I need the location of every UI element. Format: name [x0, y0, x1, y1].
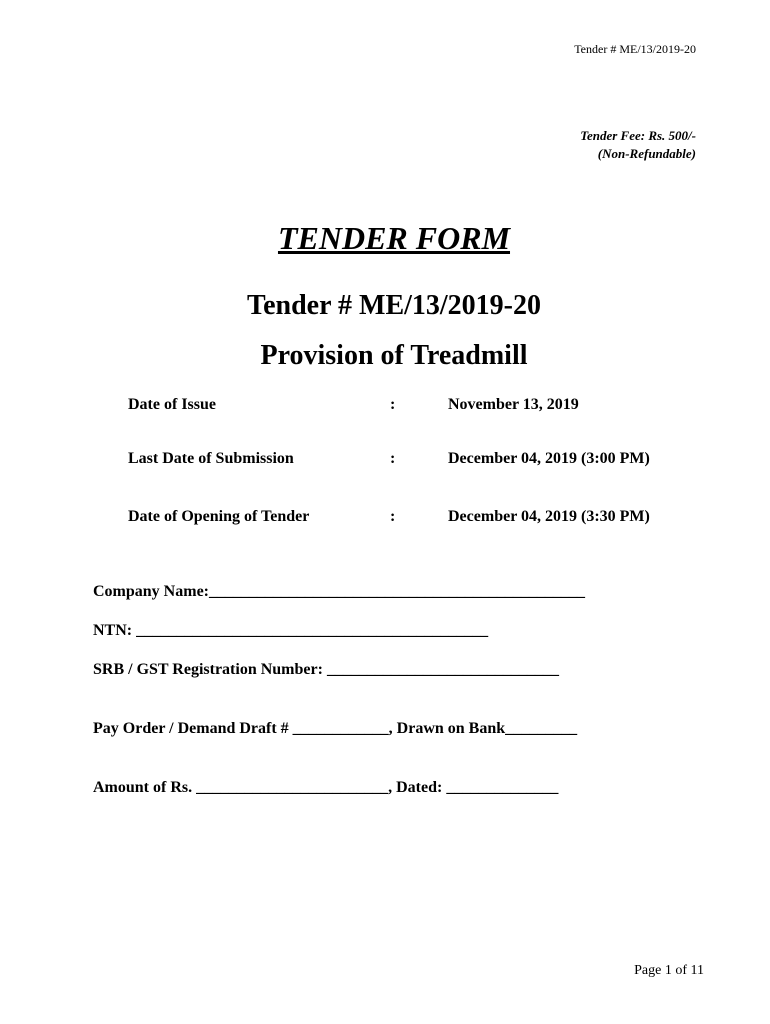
srb-gst-field[interactable]: SRB / GST Registration Number: _____________________________ — [93, 661, 559, 678]
header-reference: Tender # ME/13/2019-20 — [574, 42, 696, 56]
schedule-value-submission: December 04, 2019 (3:00 PM) — [448, 450, 650, 467]
schedule-label-opening: Date of Opening of Tender — [128, 508, 310, 525]
schedule-separator: : — [390, 508, 396, 525]
document-title: TENDER FORM — [277, 220, 511, 256]
tender-subject: Provision of Treadmill — [260, 340, 528, 371]
page-number: Page 1 of 11 — [634, 963, 704, 978]
pay-order-field[interactable]: Pay Order / Demand Draft # ____________, Drawn on Bank_________ — [93, 720, 578, 737]
ntn-field[interactable]: NTN: ____________________________________________ — [93, 622, 489, 639]
amount-field[interactable]: Amount of Rs. ________________________, Dated: ______________ — [93, 779, 559, 796]
tender-number: Tender # ME/13/2019-20 — [246, 290, 541, 321]
company-name-field[interactable]: Company Name:_______________________________________________ — [93, 583, 585, 600]
tender-fee-note: (Non-Refundable) — [597, 146, 696, 161]
tender-fee: Tender Fee: Rs. 500/- — [580, 128, 696, 143]
schedule-label-issue: Date of Issue — [128, 396, 216, 413]
schedule-label-submission: Last Date of Submission — [128, 450, 294, 467]
schedule-separator: : — [390, 396, 396, 413]
schedule-value-issue: November 13, 2019 — [448, 396, 579, 413]
schedule-value-opening: December 04, 2019 (3:30 PM) — [448, 508, 650, 525]
schedule-separator: : — [390, 450, 396, 467]
